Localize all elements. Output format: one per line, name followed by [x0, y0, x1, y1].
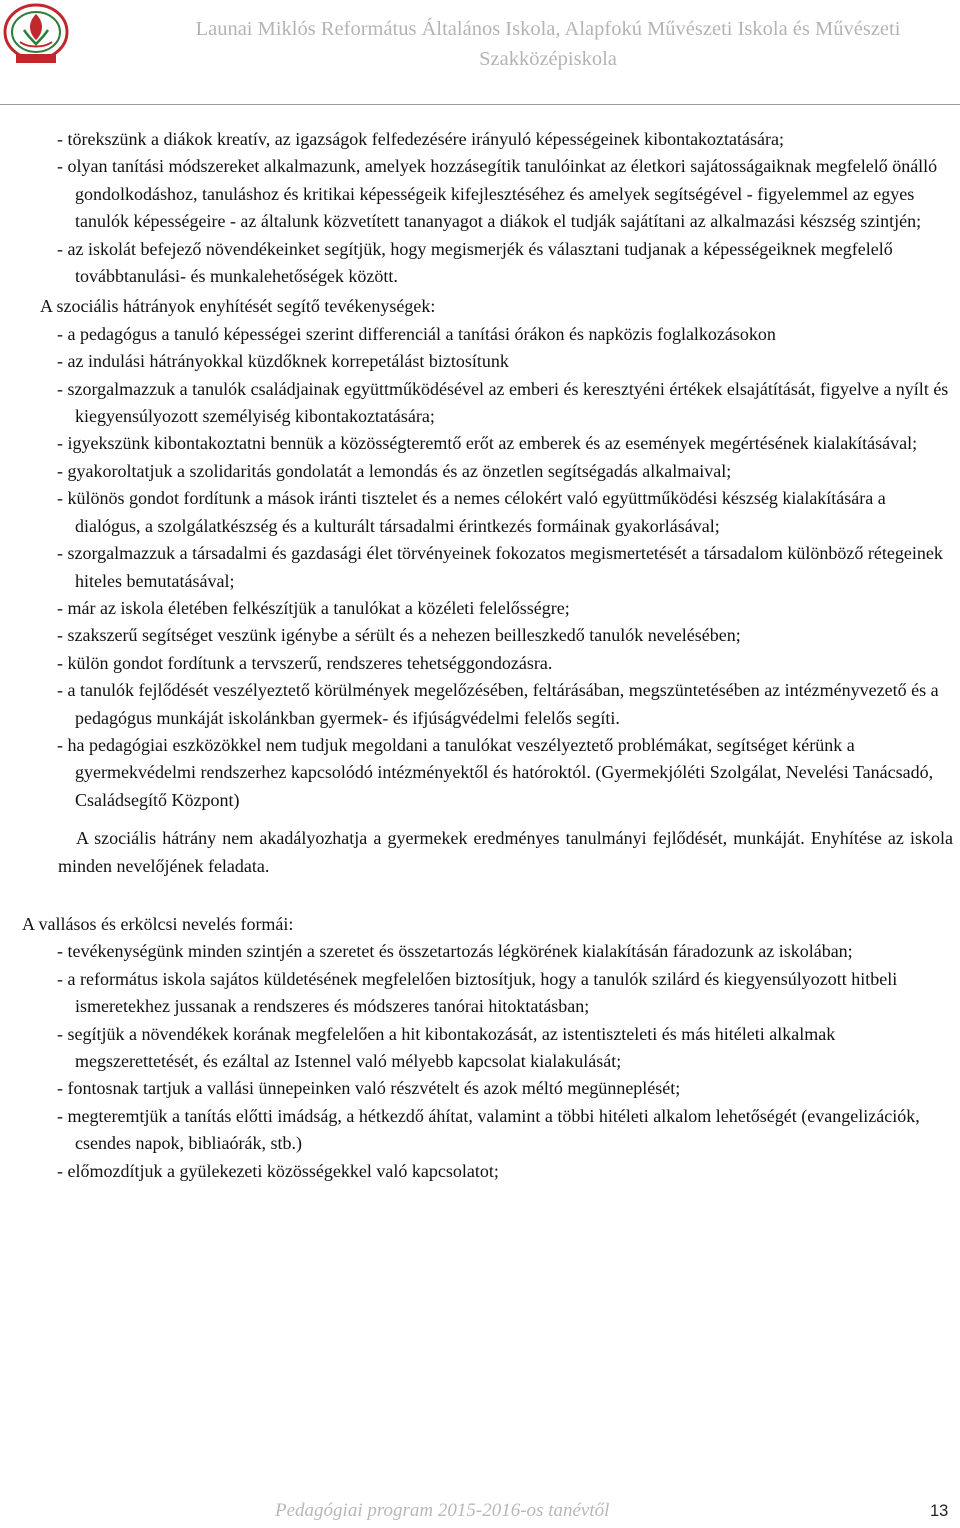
- list-item: - előmozdítjuk a gyülekezeti közösségekkel való kapcsolatot;: [57, 1160, 499, 1181]
- header-divider: [0, 104, 960, 105]
- section-heading-social: A szociális hátrányok enyhítését segítő tevékenységek:: [40, 296, 436, 317]
- list-item: - gyakoroltatjuk a szolidaritás gondolatát a lemondás és az önzetlen segítségadás alkalmaival;: [57, 460, 732, 481]
- list-item: - a református iskola sajátos küldetésének megfelelően biztosítjuk, hogy a tanulók szilárd és kiegyensúlyozott hitbeli ismeretekhez jussanak a rendszeres és módszeres tanórai hitoktatásban;: [57, 968, 898, 1017]
- section-goals: [0, 126, 960, 290]
- section-religious: [0, 938, 960, 1185]
- list-item: - szorgalmazzuk a tanulók családjainak együttműködésével az emberi és keresztyéni értékek elsajátítását, figyelve a nyílt és kiegyensúlyozott személyiség kibontakoztatására;: [57, 378, 949, 427]
- page-number: 13: [930, 1502, 949, 1520]
- list-item: - a pedagógus a tanuló képességei szerint differenciál a tanítási órákon és napközis foglalkozásokon: [57, 323, 776, 344]
- section-heading-religious: A vallásos és erkölcsi nevelés formái:: [22, 913, 294, 934]
- list-item: - külön gondot fordítunk a tervszerű, rendszeres tehetséggondozásra.: [57, 652, 553, 673]
- list-item: - fontosnak tartjuk a vallási ünnepeinken való részvételt és azok méltó megünneplését;: [57, 1078, 681, 1099]
- list-item: - törekszünk a diákok kreatív, az igazságok felfedezésére irányuló képességeinek kibontakoztatására;: [57, 129, 785, 149]
- footer-text: Pedagógiai program 2015-2016-os tanévtől: [275, 1500, 610, 1521]
- list-item: - segítjük a növendékek korának megfelelően a hit kibontakozását, az istentiszteleti és más hitéleti alkalmak megszerettetését, és ezáltal az Istennel való mélyebb kapcsolat kialakulását;: [57, 1023, 836, 1071]
- list-item: - igyekszünk kibontakoztatni bennük a közösségteremtő erőt az emberek és az események megértésének kialakításával;: [57, 433, 918, 454]
- page-footer: [0, 1498, 960, 1528]
- document-body: [0, 126, 960, 1185]
- list-item: - ha pedagógiai eszközökkel nem tudjuk megoldani a tanulókat veszélyeztető problémákat, segítséget kérünk a gyermekvédelmi rendszerhez kapcsolódó intézményektől és hatóroktól. (Gyermekjóléti Szolgálat, Nevelési Tanácsadó, Családsegítő Központ): [57, 734, 934, 810]
- list-item: - szakszerű segítséget veszünk igénybe a sérült és a nehezen beilleszkedő tanulók nevelésében;: [57, 625, 741, 646]
- list-item: - szorgalmazzuk a társadalmi és gazdasági élet törvényeinek fokozatos megismertetését a társadalom különböző rétegeinek hiteles bemutatásával;: [57, 543, 943, 591]
- school-name: Launai Miklós Református Általános Iskola, Alapfokú Művészeti Iskola és Művészeti Szakközépiskola: [195, 18, 901, 70]
- page-header: [0, 0, 960, 108]
- list-item: - olyan tanítási módszereket alkalmazunk, amelyek hozzásegítik tanulóinkat az életkori sajátosságaiknak megfelelő önálló gondolkodáshoz, tanuláshoz és kritikai képességeik kifejlesztéséhez és amelyek segítségével - figyelemmel az egyes tanulók képességeire - az általunk közvetített tananyagot a diákok el tudják sajátítani az alkalmazási készség szintjén;: [57, 156, 938, 232]
- list-item: - különös gondot fordítunk a mások iránti tisztelet és a nemes célokért való együttműködési készség kialakítására a dialógus, a szolgálatkészség és a kulturált társadalmi érintkezés formáinak gyakorlásával;: [57, 488, 886, 536]
- section-social: [0, 321, 960, 814]
- list-item: - az iskolát befejező növendékeinket segítjük, hogy megismerjék és választani tudjanak a képességeiknek megfelelő továbbtanulási- és munkalehetőségek között.: [57, 238, 893, 287]
- list-item: - tevékenységünk minden szintjén a szeretet és összetartozás légkörének kialakításán fáradozunk az iskolában;: [57, 941, 853, 962]
- list-item: - megteremtjük a tanítás előtti imádság, a hétkezdő áhítat, valamint a többi hitéleti alkalom lehetőségét (evangelizációk, csendes napok, bibliaórák, stb.): [57, 1105, 920, 1154]
- list-item: - a tanulók fejlődését veszélyeztető körülmények megelőzésében, feltárásában, megszüntetésében az intézményvezető és a pedagógus munkáját iskolánkban gyermek- és ifjúságvédelmi felelős segíti.: [57, 680, 939, 728]
- list-item: - az indulási hátrányokkal küzdőknek korrepetálást biztosítunk: [57, 351, 509, 372]
- social-summary-paragraph: A szociális hátrány nem akadályozhatja a gyermekek eredményes tanulmányi fejlődését, munkáját. Enyhítése az iskola minden nevelőjének feladata.: [58, 828, 953, 876]
- list-item: - már az iskola életében felkészítjük a tanulókat a közéleti felelősségre;: [57, 597, 570, 618]
- school-logo-icon: [2, 2, 70, 66]
